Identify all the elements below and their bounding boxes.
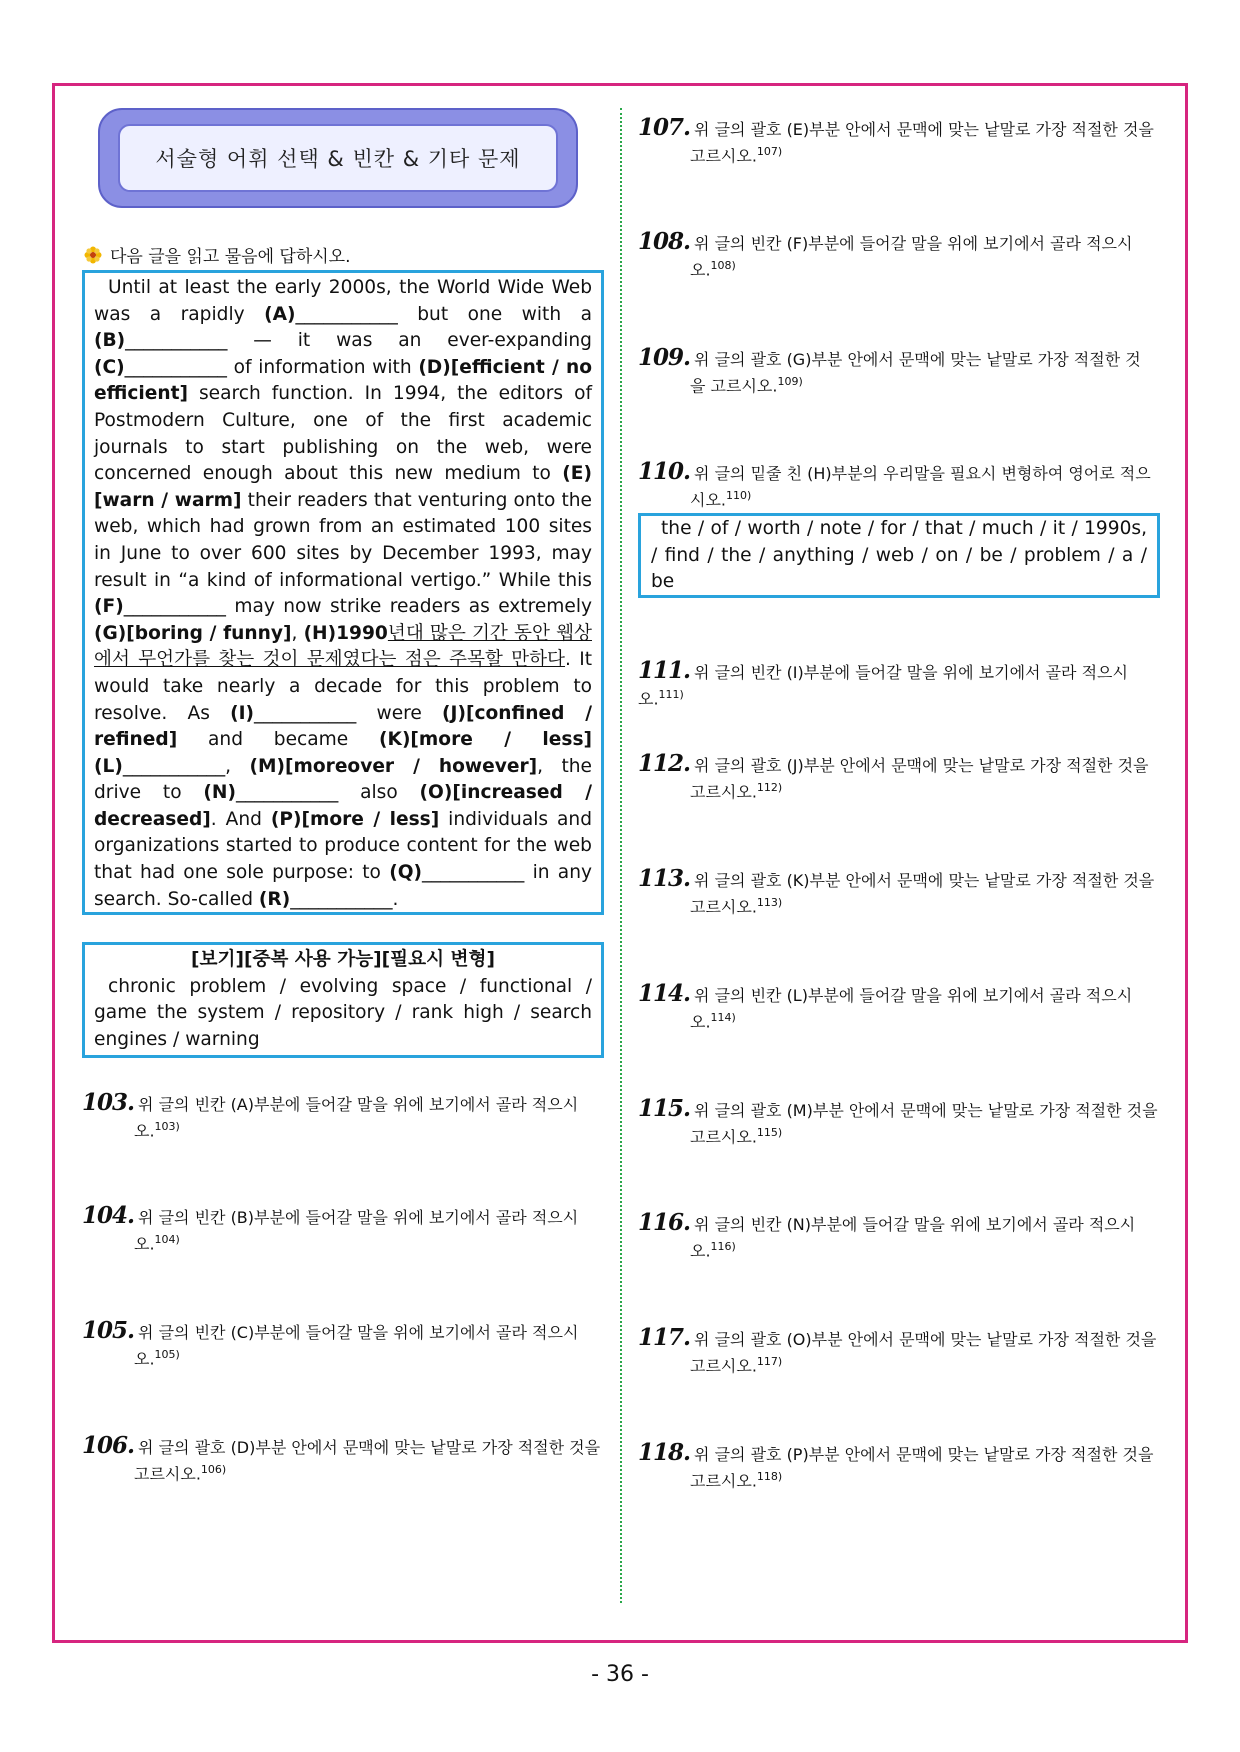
question-text-cont: 고르시오. <box>690 1127 757 1147</box>
footnote-ref: 110) <box>726 489 752 502</box>
question-number: 111. <box>638 657 691 684</box>
underline-label: (H)1990 <box>303 622 388 644</box>
question-number: 108. <box>638 228 691 255</box>
question-109 <box>638 344 1168 397</box>
footnote-ref: 117) <box>756 1355 783 1368</box>
passage-text: ___________ were <box>254 702 443 724</box>
question-113 <box>638 865 1168 918</box>
question-115 <box>638 1095 1168 1148</box>
footnote-ref: 116) <box>710 1240 736 1253</box>
question-number: 105. <box>82 1317 135 1344</box>
blank-label: (F) <box>94 596 124 618</box>
question-number: 106. <box>82 1432 135 1459</box>
footnote-ref: 104) <box>154 1233 180 1246</box>
question-number: 115. <box>638 1095 691 1122</box>
footnote-ref: 108) <box>710 259 736 272</box>
question-number: 116. <box>638 1209 691 1236</box>
footnote-ref: 113) <box>756 896 783 909</box>
question-text: 위 글의 괄호 (O)부분 안에서 문맥에 맞는 낱말로 가장 적절한 것을 <box>694 1330 1157 1349</box>
choice-bracket: (E)[warn / warm] <box>94 463 592 511</box>
question-text: 위 글의 빈칸 (N)부분에 들어갈 말을 위에 보기에서 골라 적으시 <box>694 1215 1136 1234</box>
question-118 <box>638 1439 1168 1492</box>
question-text-cont: 고르시오. <box>690 897 757 917</box>
question-text: 위 글의 괄호 (K)부분 안에서 문맥에 맞는 낱말로 가장 적절한 것을 <box>694 871 1155 890</box>
question-text: 위 글의 괄호 (E)부분 안에서 문맥에 맞는 낱말로 가장 적절한 것을 <box>694 120 1154 139</box>
footnote-ref: 118) <box>756 1470 783 1483</box>
blank-label: (L) <box>94 755 123 777</box>
footnote-ref: 103) <box>154 1120 180 1133</box>
footnote-ref: 115) <box>756 1126 783 1139</box>
footnote-ref: 111) <box>658 688 684 701</box>
question-112 <box>638 750 1168 803</box>
passage-text: ___________ of information with <box>124 356 419 378</box>
question-text: 위 글의 빈칸 (A)부분에 들어갈 말을 위에 보기에서 골라 적으시 <box>138 1095 579 1114</box>
footnote-ref: 112) <box>756 781 783 794</box>
passage-text: search function. In 1994, the editors of Postmodern Culture, one of the first academic journals to start publishing on the web, were concerned enough about this new medium to <box>94 383 592 485</box>
question-110 <box>638 458 1168 511</box>
question-text: 위 글의 빈칸 (C)부분에 들어갈 말을 위에 보기에서 골라 적으시 <box>138 1323 579 1342</box>
choice-bracket: (G)[boring / funny] <box>94 622 292 644</box>
choice-bracket: (K)[more / less] <box>379 729 593 751</box>
question-text: 위 글의 빈칸 (I)부분에 들어갈 말을 위에 보기에서 골라 적으시오. <box>638 663 1128 709</box>
word-scramble-text: the / of / worth / note / for / that / much / it / 1990s, / find / the / anything / web / on / be / problem / a / be <box>651 518 1147 593</box>
flower-icon <box>84 246 102 264</box>
choice-bracket: (D)[efficient / no efficient] <box>94 356 592 405</box>
underlined-korean: 년대 많은 기간 동안 웹상에서 무언가를 찾는 것이 문제였다는 점은 주목할 만하다 <box>94 622 592 671</box>
question-text-cont: 고르시오. <box>134 1464 201 1484</box>
question-103 <box>82 1089 612 1142</box>
question-text-cont: 오. <box>134 1121 155 1141</box>
passage-text: ___________ — it was an ever-expanding <box>125 330 592 352</box>
footnote-ref: 107) <box>756 145 783 158</box>
question-text: 위 글의 밑줄 친 (H)부분의 우리말을 필요시 변형하여 영어로 적으 <box>694 464 1151 483</box>
section-title: 서술형 어휘 선택 & 빈칸 & 기타 문제 <box>155 147 521 171</box>
question-text: 위 글의 빈칸 (L)부분에 들어갈 말을 위에 보기에서 골라 적으시 <box>694 986 1133 1005</box>
passage-text: , the drive to <box>94 755 592 804</box>
question-number: 110. <box>638 458 691 485</box>
column-divider <box>620 108 622 1603</box>
question-text: 위 글의 빈칸 (F)부분에 들어갈 말을 위에 보기에서 골라 적으시 <box>694 234 1133 253</box>
question-number: 118. <box>638 1439 691 1466</box>
question-text-cont: 시오. <box>690 490 726 510</box>
page-number: - 36 - <box>591 1662 649 1687</box>
question-111 <box>638 657 1168 710</box>
instruction <box>84 242 351 267</box>
question-text: 위 글의 괄호 (P)부분 안에서 문맥에 맞는 낱말로 가장 적절한 것을 <box>694 1445 1154 1464</box>
footnote-ref: 114) <box>710 1011 736 1024</box>
footnote-ref: 109) <box>777 375 803 388</box>
question-106 <box>82 1432 612 1485</box>
question-text-cont: 오. <box>134 1234 155 1254</box>
passage-text: ___________ also <box>235 782 420 804</box>
passage-text: , <box>291 622 304 644</box>
question-number: 114. <box>638 980 691 1007</box>
question-108 <box>638 228 1168 281</box>
passage-text: Until at least the early 2000s, the World Wide Web was a rapidly <box>94 277 592 325</box>
passage-text: ___________, <box>122 755 250 777</box>
question-text-cont: 오. <box>690 1012 711 1032</box>
question-text: 위 글의 괄호 (J)부분 안에서 문맥에 맞는 낱말로 가장 적절한 것을 <box>694 756 1149 775</box>
question-text-cont: 고르시오. <box>690 146 757 166</box>
question-105 <box>82 1317 612 1370</box>
passage-text: . And <box>210 808 271 830</box>
question-text-cont: 고르시오. <box>690 1471 757 1491</box>
reading-passage <box>82 270 604 915</box>
question-text: 위 글의 괄호 (M)부분 안에서 문맥에 맞는 낱말로 가장 적절한 것을 <box>694 1101 1158 1120</box>
footnote-ref: 105) <box>154 1348 180 1361</box>
section-title-banner <box>98 108 578 208</box>
question-text: 위 글의 빈칸 (B)부분에 들어갈 말을 위에 보기에서 골라 적으시 <box>138 1208 579 1227</box>
section-title-inner <box>118 124 558 192</box>
blank-label: (I) <box>230 702 255 724</box>
blank-label: (A) <box>264 303 296 325</box>
question-text-cont: 을 고르시오. <box>690 376 778 396</box>
choice-bracket: (M)[moreover / however] <box>249 755 538 777</box>
blank-label: (B) <box>94 330 126 352</box>
choice-bracket: (O)[increased / decreased] <box>94 782 592 830</box>
word-bank-text: chronic problem / evolving space / functional / game the system / repository / rank high / search engines / warning <box>94 975 592 1050</box>
question-107 <box>638 114 1168 167</box>
question-114 <box>638 980 1168 1033</box>
question-104 <box>82 1202 612 1255</box>
passage-text: ___________. <box>290 888 399 910</box>
word-scramble-box <box>638 513 1160 598</box>
question-text-cont: 고르시오. <box>690 1356 757 1376</box>
question-number: 109. <box>638 344 691 371</box>
question-text-cont: 오. <box>134 1349 155 1369</box>
question-text: 위 글의 괄호 (G)부분 안에서 문맥에 맞는 낱말로 가장 적절한 것 <box>694 350 1141 369</box>
blank-label: (C) <box>94 356 125 378</box>
question-text-cont: 고르시오. <box>690 782 757 802</box>
question-text-cont: 오. <box>690 1241 711 1261</box>
blank-label: (R) <box>258 888 291 910</box>
question-number: 107. <box>638 114 691 141</box>
word-bank-box <box>82 942 604 1058</box>
instruction-text: 다음 글을 읽고 물음에 답하시오. <box>110 247 351 267</box>
question-number: 112. <box>638 750 691 777</box>
passage-text: their readers that venturing onto the web, which had grown from an estimated 100 sites in June to over 600 sites by December 1993, may result in “a kind of informational vertigo.” While this <box>94 489 592 591</box>
word-bank-title: [보기][중복 사용 가능][필요시 변형] <box>191 949 495 970</box>
question-number: 104. <box>82 1202 135 1229</box>
footnote-ref: 106) <box>200 1463 227 1476</box>
passage-text: ___________ may now strike readers as extremely <box>123 596 592 618</box>
question-number: 117. <box>638 1324 691 1351</box>
question-text: 위 글의 괄호 (D)부분 안에서 문맥에 맞는 낱말로 가장 적절한 것을 <box>138 1438 601 1457</box>
passage-text: individuals and organizations started to produce content for the web that had one sole purpose: to <box>94 808 592 884</box>
blank-label: (N) <box>203 782 236 804</box>
choice-bracket: (J)[confined / refined] <box>94 702 592 751</box>
passage-text: ___________ but one with a <box>295 303 592 325</box>
passage-text: ___________ in any search. So-called <box>94 862 592 910</box>
passage-text: . It would take nearly a decade for this problem to resolve. As <box>94 649 592 724</box>
question-number: 113. <box>638 865 691 892</box>
blank-label: (Q) <box>389 862 423 884</box>
question-text-cont: 오. <box>690 260 711 280</box>
passage-text: and became <box>177 729 380 751</box>
question-number: 103. <box>82 1089 135 1116</box>
choice-bracket: (P)[more / less] <box>270 808 440 830</box>
question-116 <box>638 1209 1168 1262</box>
question-117 <box>638 1324 1168 1377</box>
